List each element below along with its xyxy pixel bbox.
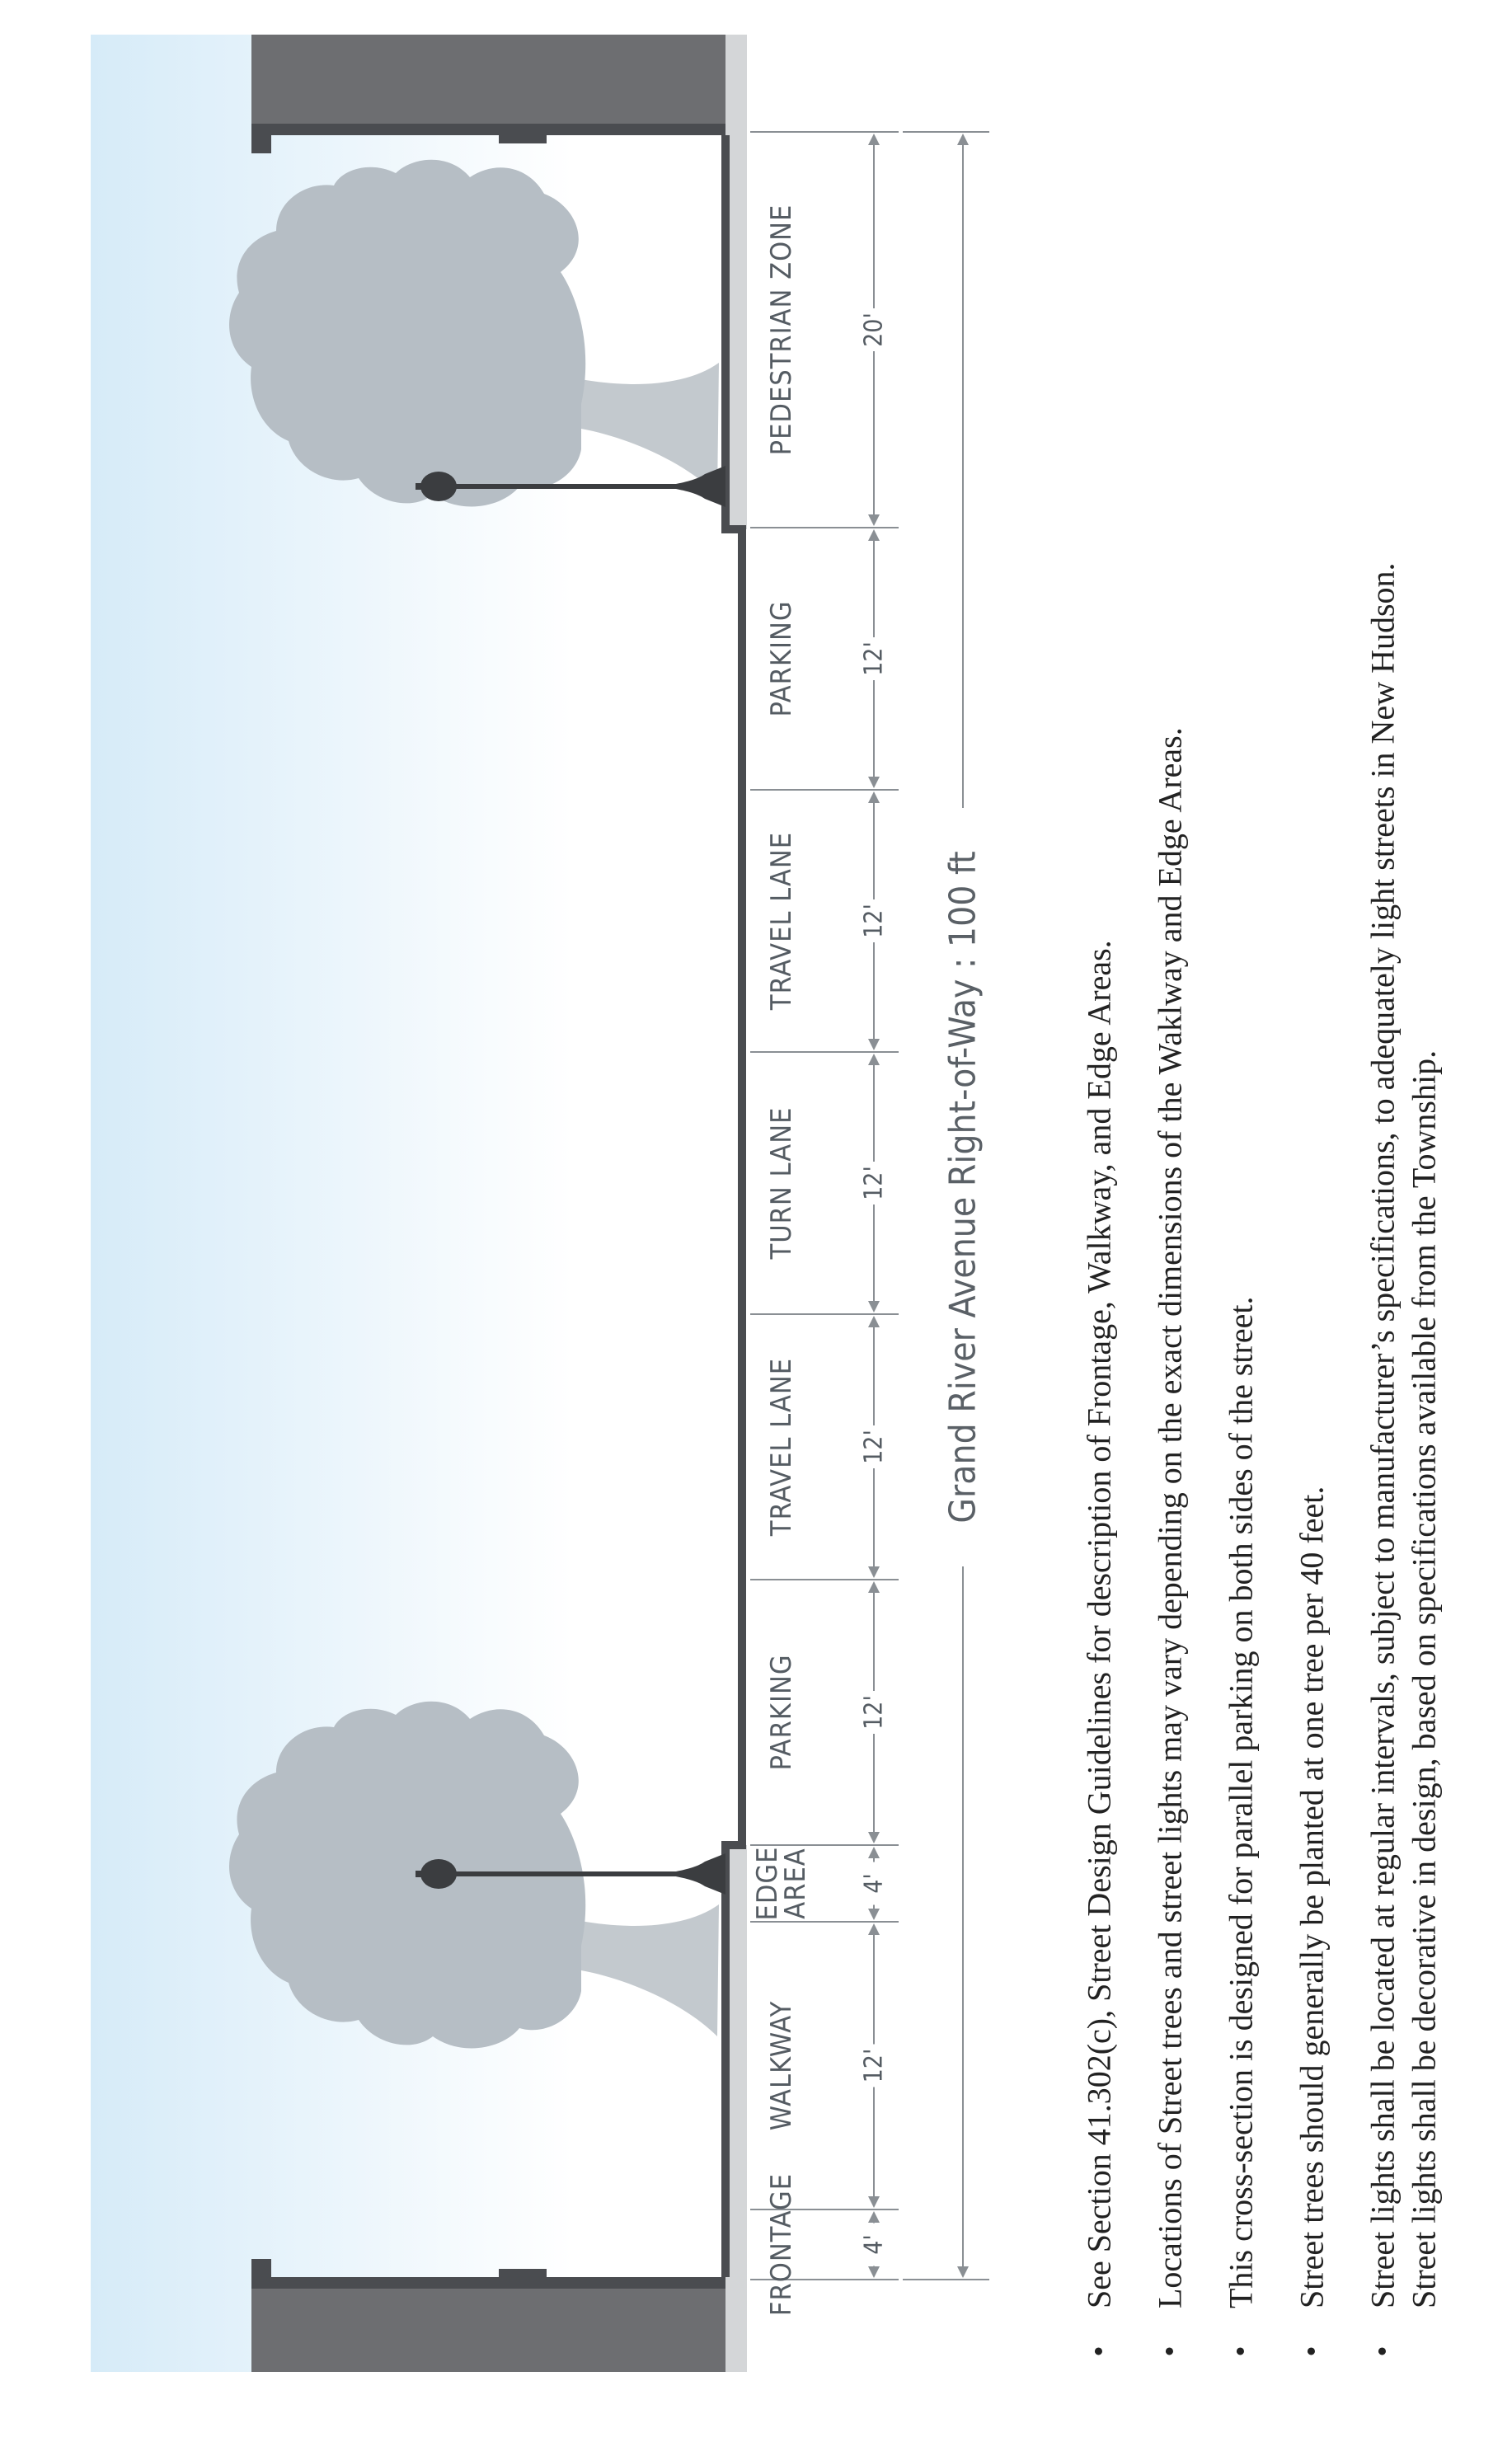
zone-label: PARKING [765, 600, 798, 717]
dimension-arrowhead [868, 2266, 880, 2278]
note-text: Street lights shall be located at regular intervals, subject to manufacturer’s specifications, to adequately light streets in New Hudson. [1364, 562, 1402, 2308]
zone-label: PARKING [765, 1654, 798, 1771]
zone-dimension-label: 12' [859, 1166, 889, 1200]
zone-label: EDGE [751, 1846, 784, 1921]
zone-label: TRAVEL LANE [765, 831, 798, 1011]
note-text: Locations of Street trees and street lights may vary depending on the exact dimensions of the Waklway and Edge Areas. [1151, 727, 1189, 2308]
zone-label: WALKWAY [765, 2000, 798, 2131]
zone-label: TURN LANE [765, 1106, 798, 1260]
zone-dimension-label: 12' [859, 2048, 889, 2083]
dimension-arrowhead [957, 134, 969, 145]
dimension-arrowhead [868, 1909, 880, 1920]
dimension-arrowhead [868, 134, 880, 145]
zone-label: FRONTAGE [765, 2172, 798, 2317]
zone-dimension-label: 12' [859, 1695, 889, 1730]
note-bullet: • [1153, 2346, 1187, 2357]
zone-dimension-label: 4' [859, 2234, 889, 2255]
note-text: Street lights shall be decorative in design, based on specifications available from the Township. [1405, 1050, 1443, 2308]
zone-label: AREA [779, 1848, 812, 1919]
zone-dimension-label: 12' [859, 1430, 889, 1464]
note-bullet: • [1294, 2346, 1329, 2357]
dimension-arrowhead [868, 2211, 880, 2223]
note-text: Street trees should generally be planted at one tree per 40 feet. [1293, 1486, 1331, 2308]
zone-label: TRAVEL LANE [765, 1357, 798, 1537]
dimension-arrowhead [868, 514, 880, 526]
dimension-arrowhead [868, 1832, 880, 1843]
dimension-arrowhead [868, 1923, 880, 1935]
dimension-arrowhead [868, 1581, 880, 1593]
note-bullet: • [1082, 2346, 1116, 2357]
dimension-arrowhead [868, 1054, 880, 1065]
dimension-arrowhead [868, 1566, 880, 1578]
zone-label: PEDESTRIAN ZONE [765, 204, 798, 456]
note-bullet: • [1365, 2346, 1400, 2357]
right-of-way-title: Grand River Avenue Right-of-Way : 100 ft [941, 851, 984, 1524]
zone-dimension-label: 4' [859, 1873, 889, 1894]
dimension-arrowhead [868, 791, 880, 803]
dimension-arrowhead [868, 1847, 880, 1858]
zone-dimension-label: 12' [859, 641, 889, 676]
note-bullet: • [1223, 2346, 1258, 2357]
dimension-arrowhead [957, 2266, 969, 2278]
dimension-arrowhead [868, 1316, 880, 1327]
zone-dimension-label: 12' [859, 904, 889, 938]
notes-list [1081, 562, 1443, 2356]
dimension-arrowhead [868, 529, 880, 541]
zone-dimension-label: 20' [859, 312, 889, 347]
right-of-way-dimension [903, 132, 989, 2280]
dimension-arrowhead [868, 2196, 880, 2208]
note-text: This cross-section is designed for parallel parking on both sides of the street. [1222, 1296, 1260, 2308]
note-text: See Section 41.302(c), Street Design Guidelines for description of Frontage, Walkway, and Edge Areas. [1080, 940, 1118, 2308]
dimension-arrowhead [868, 1301, 880, 1313]
dimension-arrowhead [868, 1039, 880, 1050]
zone-labels [751, 204, 812, 2316]
dimension-arrowhead [868, 777, 880, 788]
